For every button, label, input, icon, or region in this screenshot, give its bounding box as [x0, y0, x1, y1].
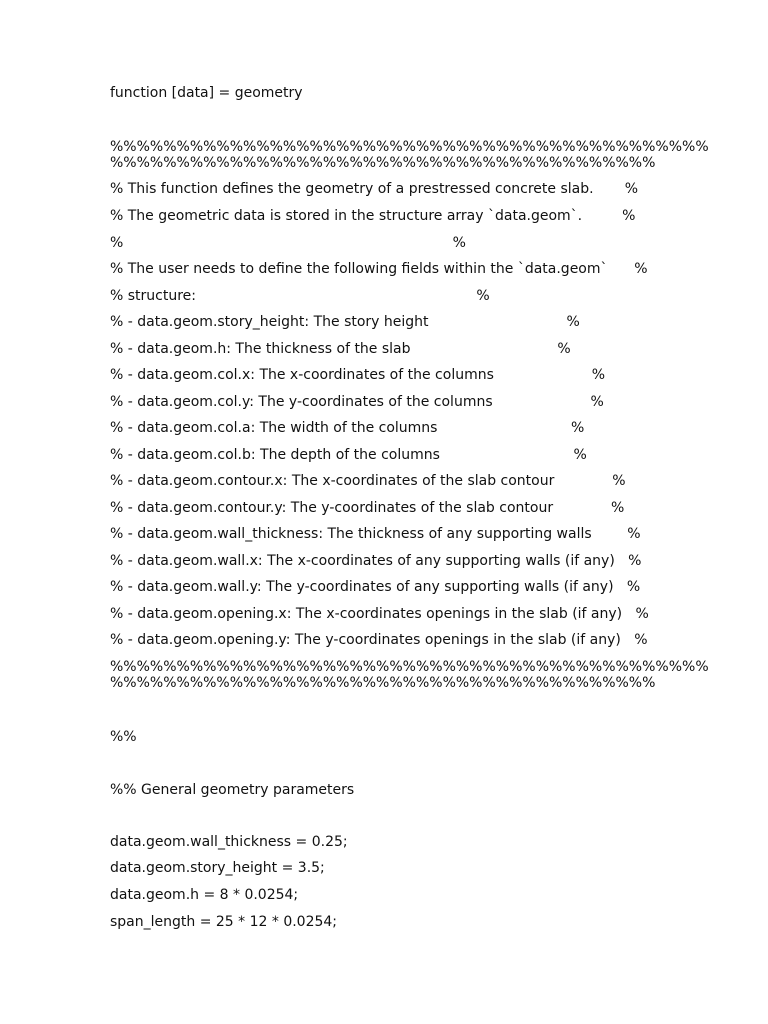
- code-line-comment: % The geometric data is stored in the structure array `data.geom`. %: [110, 208, 636, 224]
- code-line-header-border-1: %%%%%%%%%%%%%%%%%%%%%%%%%%%%%%%%%%%%%%%%%%%%%: [110, 139, 709, 155]
- code-line-footer-border-2: %%%%%%%%%%%%%%%%%%%%%%%%%%%%%%%%%%%%%%%%%: [110, 675, 656, 691]
- code-line-statement: data.geom.wall_thickness = 0.25;: [110, 834, 348, 850]
- code-line-comment: % - data.geom.wall.x: The x-coordinates of any supporting walls (if any) %: [110, 553, 642, 569]
- code-line-comment: % structure: %: [110, 288, 490, 304]
- code-line-comment: % - data.geom.h: The thickness of the slab %: [110, 341, 571, 357]
- code-line-function-signature: function [data] = geometry: [110, 85, 303, 101]
- code-line-comment: % - data.geom.contour.x: The x-coordinates of the slab contour %: [110, 473, 626, 489]
- code-line-comment: % - data.geom.story_height: The story height %: [110, 314, 580, 330]
- code-line-header-border-2: %%%%%%%%%%%%%%%%%%%%%%%%%%%%%%%%%%%%%%%%%: [110, 155, 656, 171]
- code-line-statement: data.geom.story_height = 3.5;: [110, 860, 325, 876]
- code-line-statement: data.geom.h = 8 * 0.0254;: [110, 887, 299, 903]
- code-line-comment: % - data.geom.contour.y: The y-coordinates of the slab contour %: [110, 500, 625, 516]
- code-line-comment: % - data.geom.opening.x: The x-coordinates openings in the slab (if any) %: [110, 606, 649, 622]
- code-line-cell-marker: %%: [110, 729, 137, 745]
- code-line-comment: % %: [110, 235, 466, 251]
- code-line-footer-border-1: %%%%%%%%%%%%%%%%%%%%%%%%%%%%%%%%%%%%%%%%%%%%%: [110, 659, 709, 675]
- code-line-section-heading: %% General geometry parameters: [110, 782, 355, 798]
- code-line-comment: % - data.geom.opening.y: The y-coordinates openings in the slab (if any) %: [110, 632, 648, 648]
- code-line-comment: % - data.geom.col.a: The width of the columns %: [110, 420, 585, 436]
- code-line-comment: % - data.geom.wall_thickness: The thickness of any supporting walls %: [110, 526, 641, 542]
- code-line-comment: % - data.geom.col.x: The x-coordinates of the columns %: [110, 367, 606, 383]
- code-line-comment: % - data.geom.col.b: The depth of the columns %: [110, 447, 587, 463]
- code-line-comment: % - data.geom.col.y: The y-coordinates of the columns %: [110, 394, 604, 410]
- code-line-comment: % This function defines the geometry of a prestressed concrete slab. %: [110, 181, 639, 197]
- code-line-comment: % The user needs to define the following fields within the `data.geom` %: [110, 261, 648, 277]
- code-line-comment: % - data.geom.wall.y: The y-coordinates of any supporting walls (if any) %: [110, 579, 641, 595]
- code-line-statement: span_length = 25 * 12 * 0.0254;: [110, 914, 338, 930]
